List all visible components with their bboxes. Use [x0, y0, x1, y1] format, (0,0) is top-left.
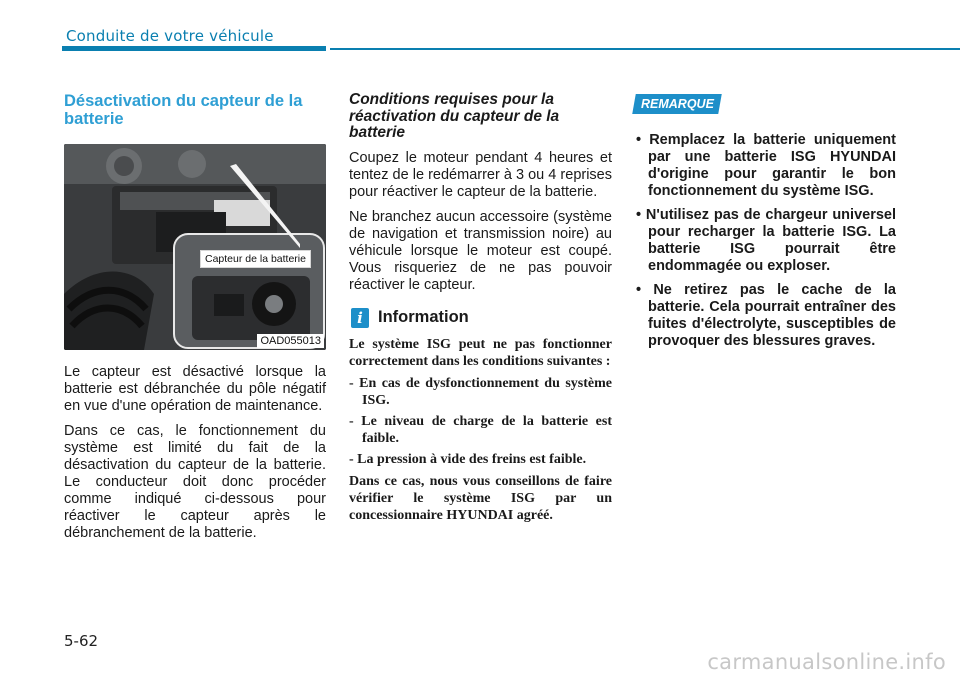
- information-header: [349, 308, 612, 328]
- remarque-item: • Ne retirez pas le cache de la batterie. Cela pourrait entraîner des fuites d'électrolyte, susceptibles de provoquer des blessures graves.: [636, 282, 896, 349]
- information-icon: i: [351, 308, 369, 328]
- remarque-item: • N'utilisez pas de chargeur universel pour recharger la batterie ISG. La batterie ISG pourrait être endommagée ou exploser.: [636, 207, 896, 274]
- left-paragraph-2: Dans ce cas, le fonctionnement du système est limité du fait de la désactivation du capteur de la batterie. Le conducteur doit donc procéder comme indiqué ci-dessous pour réactiver le capteur après le débranchement de la batterie.: [64, 423, 326, 541]
- information-outro: Dans ce cas, nous vous conseillons de faire vérifier le système ISG par un concessionnaire HYUNDAI agréé.: [349, 473, 612, 523]
- figure-code: OAD055013: [257, 334, 324, 348]
- section-heading-reactivation-conditions: Conditions requises pour la réactivation du capteur de la batterie: [349, 91, 560, 141]
- battery-sensor-callout: Capteur de la batterie: [200, 250, 311, 268]
- watermark: carmanualsonline.info: [707, 650, 946, 674]
- header-rule-thick: [62, 46, 326, 51]
- middle-paragraph-1: Coupez le moteur pendant 4 heures et tentez de le redémarrer à 3 ou 4 reprises pour réactiver le capteur de la batterie.: [349, 149, 612, 200]
- remarque-list: [632, 132, 896, 350]
- remarque-item: • Remplacez la batterie uniquement par une batterie ISG HYUNDAI d'origine pour garantir le bon fonctionnement du système ISG.: [636, 132, 896, 199]
- left-column: [64, 92, 326, 550]
- left-paragraph-1: Le capteur est désactivé lorsque la batterie est débranchée du pôle négatif en vue d'une opération de maintenance.: [64, 364, 326, 414]
- information-list: [349, 375, 612, 468]
- remarque-badge-label: REMARQUE: [641, 97, 714, 111]
- engine-bay-illustration: [64, 144, 326, 350]
- page-number: 5-62: [64, 632, 99, 650]
- information-item: - Le niveau de charge de la batterie est faible.: [349, 413, 612, 446]
- middle-paragraph-2: Ne branchez aucun accessoire (système de navigation et transmission noire) au véhicule lorsque le moteur est coupé. Vous risqueriez de ne pas pouvoir réactiver le capteur.: [349, 208, 612, 293]
- remarque-badge: [632, 94, 721, 114]
- section-heading-sensor-deactivation: Désactivation du capteur de la batterie: [64, 92, 303, 128]
- information-intro: Le système ISG peut ne pas fonctionner correctement dans les conditions suivantes :: [349, 336, 612, 369]
- information-title: Information: [378, 308, 469, 326]
- engine-bay-photo: [64, 144, 326, 350]
- header-rule-thin: [330, 48, 960, 50]
- information-item: - La pression à vide des freins est faible.: [349, 451, 587, 467]
- right-column: [632, 92, 896, 357]
- header-title: Conduite de votre véhicule: [66, 27, 274, 45]
- information-item: - En cas de dysfonctionnement du système ISG.: [349, 375, 612, 408]
- middle-column: [349, 92, 612, 529]
